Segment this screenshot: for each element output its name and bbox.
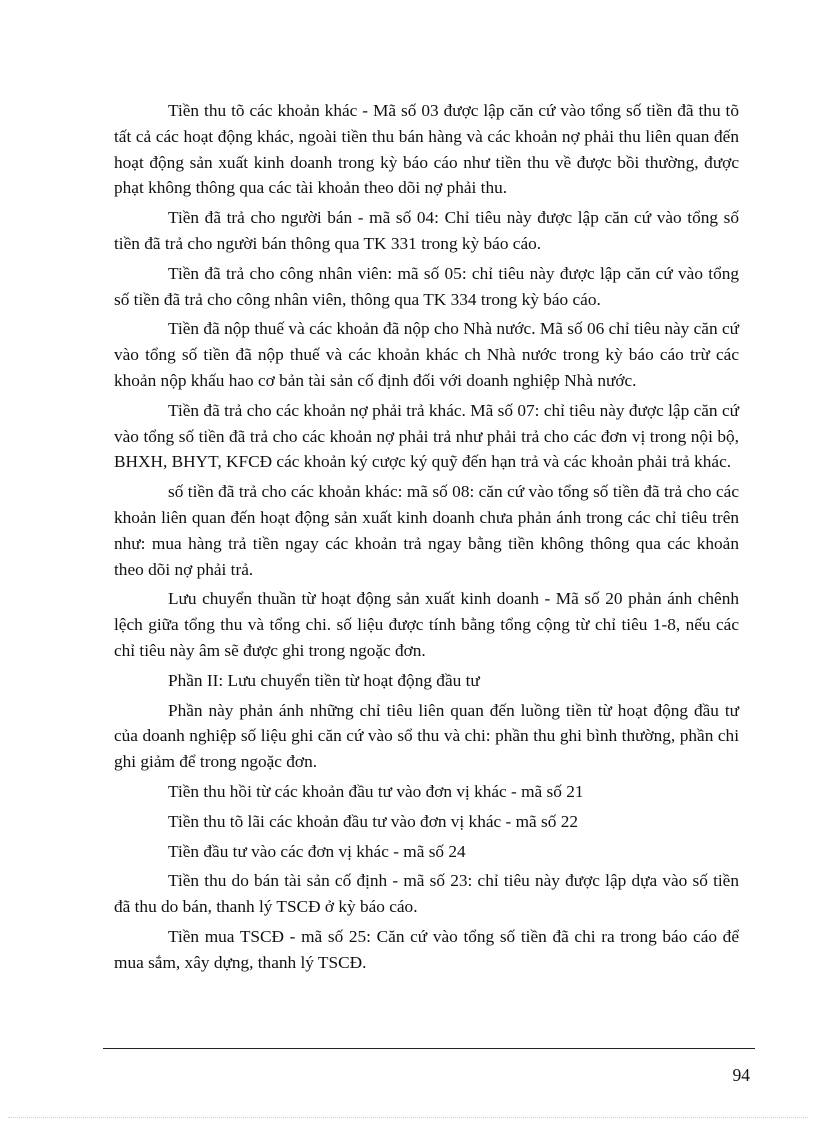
paragraph-code-21: Tiền thu hồi từ các khoản đầu tư vào đơn vị khác - mã số 21 [168,781,584,801]
paragraph-investing-intro: Phần này phản ánh những chỉ tiêu liên quan đến luồng tiền từ hoạt động đầu tư của doanh nghiệp số liệu ghi căn cứ vào sổ thu và chi: phần thu ghi bình thường, phần chi ghi giảm để trong ngoặc đơn. [114,700,739,772]
paragraph-other-payables-paid: Tiền đã trả cho các khoản nợ phải trả khác. Mã số 07: chỉ tiêu này được lập căn cứ vào tổng số tiền đã trả cho các khoản nợ phải trả như phải trả cho các đơn vị trong nội bộ, BHXH, BHYT, KFCĐ các khoản ký cược ký quỹ đến hạn trả và các khoản phải trả khác. [114,400,739,472]
paragraph-code-23: Tiền thu do bán tài sản cố định - mã số 23: chỉ tiêu này được lập dựa vào số tiền đã thu do bán, thanh lý TSCĐ ở kỳ báo cáo. [114,871,739,917]
paragraph-paid-to-sellers: Tiền đã trả cho người bán - mã số 04: Chỉ tiêu này được lập căn cứ vào tổng số tiền đã trả cho người bán thông qua TK 331 trong kỳ báo cáo. [114,208,739,253]
paragraph-taxes-paid: Tiền đã nộp thuế và các khoản đã nộp cho Nhà nước. Mã số 06 chỉ tiêu này căn cứ vào tổng số tiền đã nộp thuế và các khoản khác ch Nhà nước trong kỳ báo cáo trừ các khoản nộp khấu hao cơ bản tài sản cố định đối với doanh nghiệp Nhà nước. [114,319,739,390]
paragraph-net-operating-flow: Lưu chuyển thuần từ hoạt động sản xuất kinh doanh - Mã số 20 phản ánh chênh lệch giữa tổng thu và tổng chi. số liệu được tính bằng tổng cộng từ chỉ tiêu 1-8, nếu các chỉ tiêu này âm sẽ được ghi trong ngoặc đơn. [114,589,739,660]
footer-divider [103,1048,755,1049]
paragraph-paid-to-employees: Tiền đã trả cho công nhân viên: mã số 05: chỉ tiêu này được lập căn cứ vào tổng số tiền đã trả cho công nhân viên, thông qua TK 334 trong kỳ báo cáo. [114,263,739,309]
page-number: 94 [732,1065,750,1085]
paragraph-code-25: Tiền mua TSCĐ - mã số 25: Căn cứ vào tổng số tiền đã chi ra trong báo cáo để mua sắm, xây dựng, thanh lý TSCĐ. [114,926,739,972]
paragraph-other-payments: số tiền đã trả cho các khoản khác: mã số 08: căn cứ vào tổng số tiền đã trả cho các khoản liên quan đến hoạt động sản xuất kinh doanh chưa phản ánh trong các chỉ tiêu trên như: mua hàng trả tiền ngay các khoản trả ngay bằng tiền không thông qua các khoản theo dõi nợ phải trả. [114,482,739,579]
paragraph-code-24: Tiền đầu tư vào các đơn vị khác - mã số 24 [168,841,466,861]
paragraph-other-receipts: Tiền thu tõ các khoản khác - Mã số 03 được lập căn cứ vào tổng số tiền đã thu tõ tất cả các hoạt động khác, ngoài tiền thu bán hàng và các khoản nợ phải thu liên quan đến hoạt động sản xuất kinh doanh trong kỳ báo cáo như tiền thu về được bồi thường, được phạt không thông qua các tài khoản theo dõi nợ phải thu. [114,101,739,198]
body-text [114,98,739,980]
section-heading-part-2: Phần II: Lưu chuyển tiền từ hoạt động đầu tư [168,670,480,690]
bottom-dotted-border [8,1117,808,1118]
paragraph-code-22: Tiền thu tõ lãi các khoản đầu tư vào đơn vị khác - mã số 22 [168,811,578,831]
